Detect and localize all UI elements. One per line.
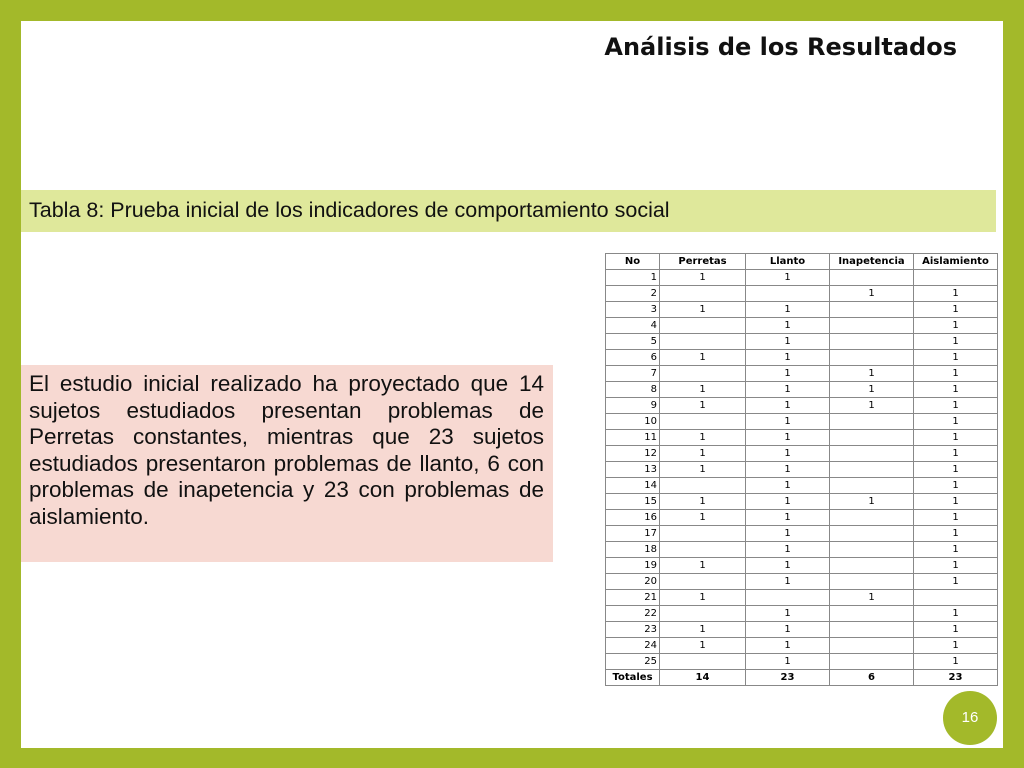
header-no: No	[606, 254, 660, 270]
cell-perretas	[660, 318, 746, 334]
cell-inapetencia	[830, 350, 914, 366]
summary-box	[21, 365, 553, 562]
cell-inapetencia: 1	[830, 398, 914, 414]
page-number-badge: 16	[943, 691, 997, 745]
cell-perretas: 1	[660, 350, 746, 366]
cell-aislamiento: 1	[914, 542, 998, 558]
cell-aislamiento: 1	[914, 478, 998, 494]
cell-no: 2	[606, 286, 660, 302]
cell-perretas	[660, 478, 746, 494]
cell-llanto: 1	[746, 494, 830, 510]
cell-aislamiento: 1	[914, 302, 998, 318]
cell-perretas: 1	[660, 638, 746, 654]
cell-aislamiento: 1	[914, 414, 998, 430]
slide-title: Análisis de los Resultados	[604, 33, 957, 61]
cell-aislamiento: 1	[914, 398, 998, 414]
table-row	[606, 270, 998, 286]
table-row	[606, 558, 998, 574]
table-row	[606, 318, 998, 334]
cell-no: 22	[606, 606, 660, 622]
table-row	[606, 414, 998, 430]
table-row	[606, 398, 998, 414]
table-row	[606, 494, 998, 510]
cell-aislamiento: 1	[914, 510, 998, 526]
cell-perretas	[660, 542, 746, 558]
table-row	[606, 510, 998, 526]
cell-perretas	[660, 334, 746, 350]
cell-aislamiento: 1	[914, 574, 998, 590]
cell-no: 4	[606, 318, 660, 334]
cell-llanto: 1	[746, 638, 830, 654]
cell-aislamiento: 1	[914, 638, 998, 654]
cell-llanto: 1	[746, 478, 830, 494]
table-row	[606, 430, 998, 446]
cell-inapetencia: 1	[830, 590, 914, 606]
cell-aislamiento: 1	[914, 526, 998, 542]
cell-inapetencia	[830, 542, 914, 558]
cell-llanto: 1	[746, 318, 830, 334]
cell-llanto: 1	[746, 366, 830, 382]
cell-inapetencia: 1	[830, 366, 914, 382]
cell-aislamiento: 1	[914, 494, 998, 510]
header-llanto: Llanto	[746, 254, 830, 270]
cell-no: 25	[606, 654, 660, 670]
cell-aislamiento: 1	[914, 366, 998, 382]
cell-perretas: 1	[660, 558, 746, 574]
cell-no: 17	[606, 526, 660, 542]
cell-aislamiento: 1	[914, 382, 998, 398]
cell-no: 6	[606, 350, 660, 366]
cell-aislamiento	[914, 590, 998, 606]
cell-inapetencia	[830, 430, 914, 446]
totals-aislamiento: 23	[914, 670, 998, 686]
cell-no: 24	[606, 638, 660, 654]
cell-llanto: 1	[746, 270, 830, 286]
cell-inapetencia	[830, 302, 914, 318]
cell-llanto: 1	[746, 350, 830, 366]
cell-perretas	[660, 526, 746, 542]
table-row	[606, 654, 998, 670]
cell-inapetencia: 1	[830, 382, 914, 398]
cell-no: 13	[606, 462, 660, 478]
cell-llanto: 1	[746, 302, 830, 318]
summary-text: El estudio inicial realizado ha proyectado que 14 sujetos estudiados presentan problemas de Perretas constantes, mientras que 23 sujetos estudiados presentaron problemas de llanto, 6 con problemas de inapetencia y 23 con problemas de aislamiento.	[29, 371, 544, 529]
table-row	[606, 590, 998, 606]
table-row	[606, 382, 998, 398]
cell-inapetencia	[830, 654, 914, 670]
cell-no: 18	[606, 542, 660, 558]
cell-no: 7	[606, 366, 660, 382]
cell-no: 12	[606, 446, 660, 462]
cell-inapetencia: 1	[830, 286, 914, 302]
cell-no: 14	[606, 478, 660, 494]
cell-inapetencia	[830, 558, 914, 574]
cell-no: 5	[606, 334, 660, 350]
slide	[21, 21, 1003, 748]
cell-perretas: 1	[660, 270, 746, 286]
cell-perretas	[660, 574, 746, 590]
table-row	[606, 478, 998, 494]
cell-inapetencia	[830, 526, 914, 542]
cell-llanto: 1	[746, 526, 830, 542]
cell-llanto: 1	[746, 414, 830, 430]
cell-inapetencia	[830, 574, 914, 590]
cell-perretas	[660, 654, 746, 670]
header-aislamiento: Aislamiento	[914, 254, 998, 270]
cell-llanto: 1	[746, 510, 830, 526]
cell-no: 20	[606, 574, 660, 590]
cell-no: 16	[606, 510, 660, 526]
cell-llanto: 1	[746, 446, 830, 462]
table-row	[606, 638, 998, 654]
table-row	[606, 622, 998, 638]
cell-no: 19	[606, 558, 660, 574]
cell-llanto: 1	[746, 558, 830, 574]
table-row	[606, 526, 998, 542]
cell-llanto: 1	[746, 622, 830, 638]
cell-llanto	[746, 286, 830, 302]
header-perretas: Perretas	[660, 254, 746, 270]
totals-llanto: 23	[746, 670, 830, 686]
table-row	[606, 446, 998, 462]
table-row	[606, 574, 998, 590]
cell-aislamiento: 1	[914, 446, 998, 462]
cell-llanto: 1	[746, 382, 830, 398]
cell-no: 21	[606, 590, 660, 606]
totals-inapetencia: 6	[830, 670, 914, 686]
table-caption: Tabla 8: Prueba inicial de los indicadores de comportamiento social	[29, 198, 670, 222]
cell-perretas: 1	[660, 622, 746, 638]
cell-aislamiento: 1	[914, 286, 998, 302]
cell-inapetencia	[830, 270, 914, 286]
cell-inapetencia	[830, 414, 914, 430]
totals-row	[606, 670, 998, 686]
cell-llanto: 1	[746, 654, 830, 670]
cell-perretas	[660, 414, 746, 430]
cell-llanto: 1	[746, 606, 830, 622]
cell-perretas: 1	[660, 494, 746, 510]
cell-aislamiento: 1	[914, 430, 998, 446]
cell-perretas: 1	[660, 462, 746, 478]
cell-inapetencia	[830, 334, 914, 350]
cell-no: 23	[606, 622, 660, 638]
cell-llanto: 1	[746, 542, 830, 558]
cell-inapetencia	[830, 478, 914, 494]
table-row	[606, 302, 998, 318]
cell-perretas	[660, 366, 746, 382]
table-header-row	[606, 254, 998, 270]
cell-no: 15	[606, 494, 660, 510]
indicators-table	[605, 253, 998, 686]
cell-inapetencia	[830, 462, 914, 478]
cell-perretas: 1	[660, 382, 746, 398]
cell-no: 10	[606, 414, 660, 430]
table-row	[606, 462, 998, 478]
cell-inapetencia	[830, 638, 914, 654]
cell-llanto	[746, 590, 830, 606]
table-row	[606, 350, 998, 366]
cell-perretas: 1	[660, 510, 746, 526]
cell-perretas: 1	[660, 446, 746, 462]
cell-aislamiento: 1	[914, 622, 998, 638]
table-row	[606, 286, 998, 302]
totals-label: Totales	[606, 670, 660, 686]
cell-aislamiento: 1	[914, 462, 998, 478]
cell-aislamiento: 1	[914, 606, 998, 622]
cell-llanto: 1	[746, 574, 830, 590]
cell-perretas: 1	[660, 302, 746, 318]
cell-inapetencia	[830, 446, 914, 462]
table-row	[606, 606, 998, 622]
cell-perretas: 1	[660, 430, 746, 446]
table-row	[606, 366, 998, 382]
cell-aislamiento: 1	[914, 350, 998, 366]
cell-llanto: 1	[746, 462, 830, 478]
cell-llanto: 1	[746, 398, 830, 414]
table-body	[606, 270, 998, 670]
cell-inapetencia	[830, 606, 914, 622]
cell-perretas	[660, 606, 746, 622]
cell-aislamiento: 1	[914, 558, 998, 574]
header-inapetencia: Inapetencia	[830, 254, 914, 270]
cell-perretas: 1	[660, 590, 746, 606]
cell-perretas: 1	[660, 398, 746, 414]
cell-aislamiento: 1	[914, 654, 998, 670]
cell-llanto: 1	[746, 334, 830, 350]
cell-aislamiento: 1	[914, 318, 998, 334]
totals-perretas: 14	[660, 670, 746, 686]
cell-no: 3	[606, 302, 660, 318]
cell-inapetencia	[830, 622, 914, 638]
cell-no: 9	[606, 398, 660, 414]
cell-inapetencia	[830, 318, 914, 334]
cell-no: 8	[606, 382, 660, 398]
cell-aislamiento: 1	[914, 334, 998, 350]
table-row	[606, 334, 998, 350]
caption-band	[21, 190, 996, 232]
cell-perretas	[660, 286, 746, 302]
cell-llanto: 1	[746, 430, 830, 446]
cell-aislamiento	[914, 270, 998, 286]
cell-inapetencia: 1	[830, 494, 914, 510]
table-row	[606, 542, 998, 558]
cell-inapetencia	[830, 510, 914, 526]
cell-no: 1	[606, 270, 660, 286]
cell-no: 11	[606, 430, 660, 446]
